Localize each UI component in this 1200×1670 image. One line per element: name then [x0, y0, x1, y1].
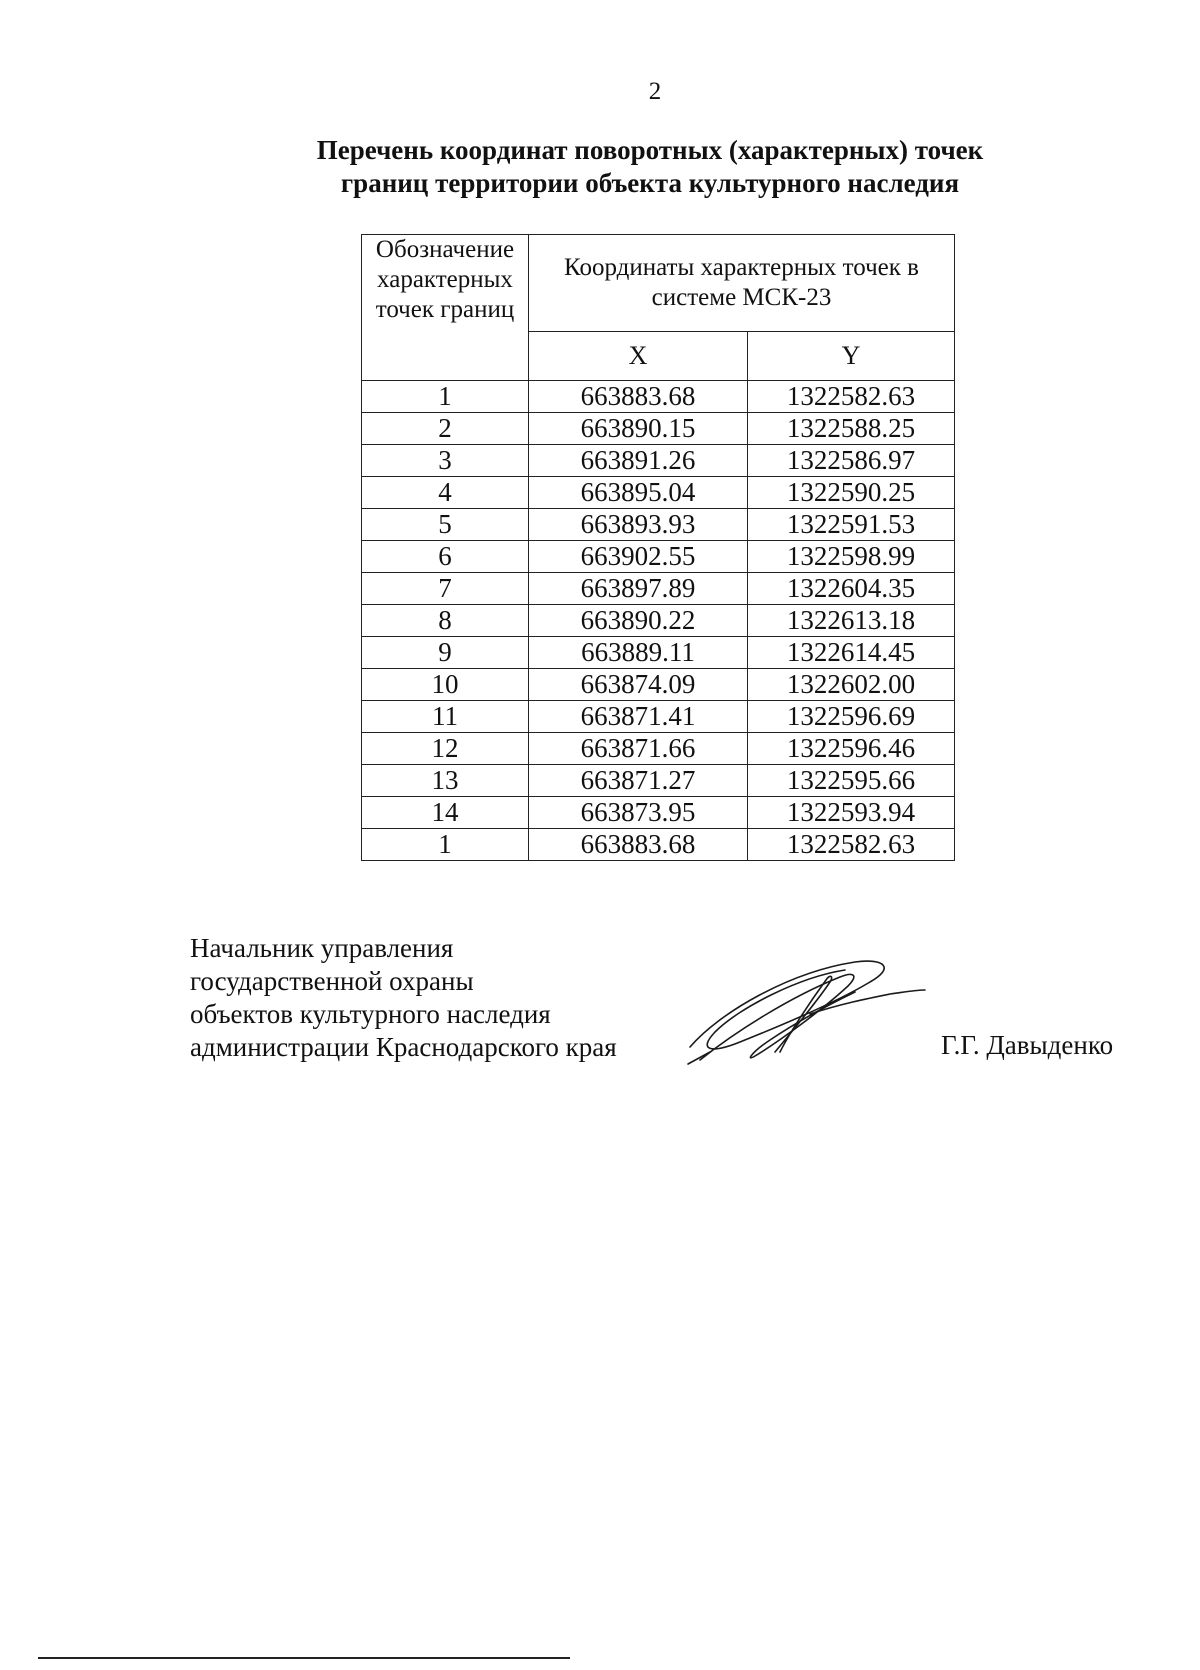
designation-header-line: Обозначение	[375, 236, 515, 263]
x-value: 663897.89	[529, 573, 748, 605]
y-value: 1322582.63	[748, 829, 955, 861]
table-row	[362, 829, 955, 861]
table-row	[362, 765, 955, 797]
designation-header-line: точек границ	[375, 296, 515, 323]
document-title-line-1: Перечень координат поворотных (характерных) точек	[316, 135, 984, 165]
x-value: 663871.66	[529, 733, 748, 765]
point-number: 8	[362, 605, 529, 637]
x-value: 663871.27	[529, 765, 748, 797]
document-title-line-2: границ территории объекта культурного наследия	[340, 168, 960, 198]
point-number: 4	[362, 477, 529, 509]
signatory-position-line: Начальник управления	[190, 933, 454, 963]
table-header-row	[362, 235, 955, 332]
signatory-position	[190, 932, 617, 1064]
signer-name: Г.Г. Давыденко	[941, 1030, 1114, 1060]
table-row	[362, 605, 955, 637]
point-number: 7	[362, 573, 529, 605]
signatory-position-line: объектов культурного наследия	[190, 999, 551, 1029]
table-row	[362, 477, 955, 509]
table-row	[362, 413, 955, 445]
point-number: 6	[362, 541, 529, 573]
table-row	[362, 541, 955, 573]
point-number: 5	[362, 509, 529, 541]
signatory-position-line: администрации Краснодарского края	[190, 1032, 617, 1062]
x-value: 663902.55	[529, 541, 748, 573]
x-value: 663873.95	[529, 797, 748, 829]
table-row	[362, 701, 955, 733]
page-number: 2	[648, 78, 662, 105]
x-value: 663893.93	[529, 509, 748, 541]
table-row	[362, 381, 955, 413]
x-value: 663891.26	[529, 445, 748, 477]
signatory-position-line: государственной охраны	[190, 966, 474, 996]
y-value: 1322593.94	[748, 797, 955, 829]
table-row	[362, 509, 955, 541]
table-row	[362, 445, 955, 477]
point-number: 1	[362, 829, 529, 861]
x-value: 663871.41	[529, 701, 748, 733]
y-value: 1322595.66	[748, 765, 955, 797]
point-number: 10	[362, 669, 529, 701]
x-value: 663889.11	[529, 637, 748, 669]
coordinates-header-line: Координаты характерных точек в	[564, 254, 919, 281]
x-value: 663883.68	[529, 829, 748, 861]
table-row	[362, 733, 955, 765]
handwritten-signature	[680, 952, 930, 1072]
coordinates-table	[361, 234, 955, 861]
coordinates-header	[529, 235, 955, 332]
column-x-header: X	[529, 332, 748, 381]
y-value: 1322588.25	[748, 413, 955, 445]
point-number: 2	[362, 413, 529, 445]
y-value: 1322582.63	[748, 381, 955, 413]
table-row	[362, 797, 955, 829]
y-value: 1322591.53	[748, 509, 955, 541]
y-value: 1322602.00	[748, 669, 955, 701]
footer-divider	[38, 1657, 570, 1659]
y-value: 1322596.46	[748, 733, 955, 765]
x-value: 663874.09	[529, 669, 748, 701]
y-value: 1322586.97	[748, 445, 955, 477]
x-value: 663883.68	[529, 381, 748, 413]
document-title	[300, 134, 1000, 200]
y-value: 1322613.18	[748, 605, 955, 637]
y-value: 1322596.69	[748, 701, 955, 733]
x-value: 663890.22	[529, 605, 748, 637]
x-value: 663890.15	[529, 413, 748, 445]
point-number: 13	[362, 765, 529, 797]
point-number: 3	[362, 445, 529, 477]
y-value: 1322614.45	[748, 637, 955, 669]
designation-header-line: характерных	[377, 266, 513, 293]
table-row	[362, 573, 955, 605]
y-value: 1322590.25	[748, 477, 955, 509]
column-y-header: Y	[748, 332, 955, 381]
point-number: 14	[362, 797, 529, 829]
table-row	[362, 637, 955, 669]
y-value: 1322604.35	[748, 573, 955, 605]
point-number: 12	[362, 733, 529, 765]
point-number: 11	[362, 701, 529, 733]
designation-header	[362, 235, 529, 381]
coordinates-header-line: системе МСК-23	[651, 284, 832, 311]
y-value: 1322598.99	[748, 541, 955, 573]
point-number: 1	[362, 381, 529, 413]
table-row	[362, 669, 955, 701]
point-number: 9	[362, 637, 529, 669]
x-value: 663895.04	[529, 477, 748, 509]
